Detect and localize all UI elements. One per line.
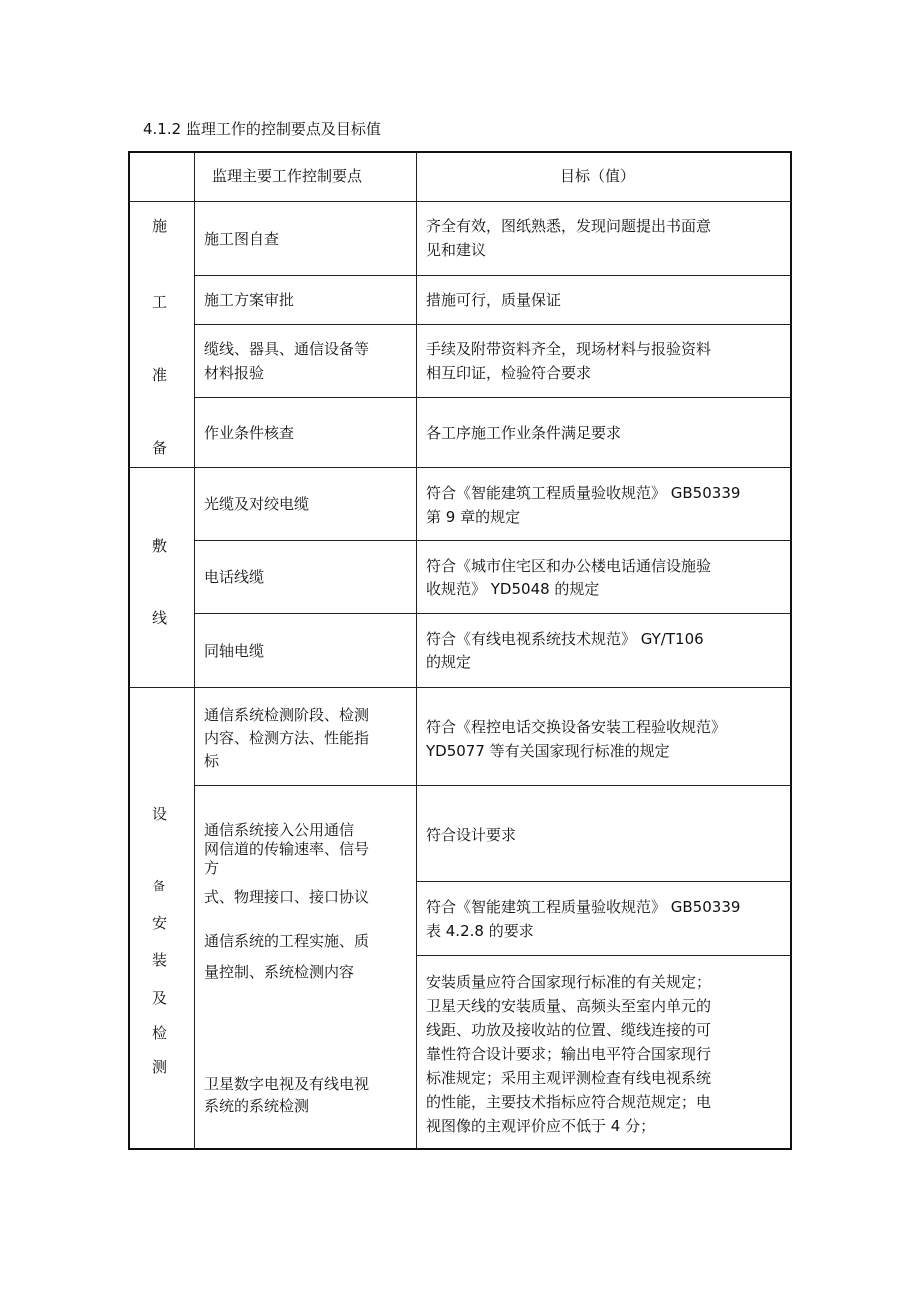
- category-char: 设: [152, 805, 168, 823]
- category-char: 准: [152, 366, 168, 384]
- control-point-cell: 同轴电缆: [204, 642, 265, 660]
- control-point-cell: 标: [204, 752, 220, 770]
- target-cell: 措施可行，质量保证: [426, 291, 562, 309]
- target-cell: 靠性符合设计要求；输出电平符合国家现行: [426, 1045, 712, 1063]
- control-point-cell: 内容、检测方法、性能指: [204, 729, 370, 747]
- control-point-cell: 材料报验: [204, 364, 265, 382]
- target-cell: 符合《智能建筑工程质量验收规范》 GB50339: [426, 484, 741, 502]
- column-rule: [194, 152, 195, 1149]
- target-cell: 手续及附带资料齐全，现场材料与报验资料: [426, 340, 712, 358]
- category-char: 测: [152, 1058, 168, 1076]
- section-heading: 4.1.2 监理工作的控制要点及目标值: [143, 120, 381, 138]
- category-char: 装: [152, 951, 168, 969]
- category-char: 安: [152, 914, 168, 932]
- row-rule: [129, 201, 791, 202]
- target-cell: 视图像的主观评价应不低于 4 分；: [426, 1117, 656, 1135]
- control-point-cell: 通信系统接入公用通信: [204, 821, 355, 839]
- column-rule: [416, 152, 417, 1149]
- row-rule: [417, 955, 791, 956]
- header-target-value: 目标（值）: [560, 167, 636, 185]
- row-rule: [195, 540, 791, 541]
- target-cell: 见和建议: [426, 241, 487, 259]
- control-point-cell: 式、物理接口、接口协议: [204, 888, 370, 906]
- target-cell: 各工序施工作业条件满足要求: [426, 424, 622, 442]
- control-point-cell: 通信系统的工程实施、质: [204, 932, 370, 950]
- row-rule: [417, 881, 791, 882]
- row-rule: [195, 324, 791, 325]
- control-point-cell: 缆线、器具、通信设备等: [204, 340, 370, 358]
- target-cell: 线距、功放及接收站的位置、缆线连接的可: [426, 1021, 712, 1039]
- target-cell: 第 9 章的规定: [426, 508, 521, 526]
- target-cell: 表 4.2.8 的要求: [426, 922, 534, 940]
- target-cell: 的性能，主要技术指标应符合规范规定；电: [426, 1093, 712, 1111]
- control-point-cell: 方: [204, 859, 220, 877]
- target-cell: 符合设计要求: [426, 826, 517, 844]
- row-rule: [195, 613, 791, 614]
- target-cell: 的规定: [426, 653, 472, 671]
- target-cell: 符合《程控电话交换设备安装工程验收规范》: [426, 718, 727, 736]
- target-cell: 符合《城市住宅区和办公楼电话通信设施验: [426, 557, 712, 575]
- category-char: 敷: [152, 537, 168, 555]
- target-cell: 符合《有线电视系统技术规范》 GY/T106: [426, 630, 704, 648]
- row-rule: [129, 467, 791, 468]
- row-rule: [195, 275, 791, 276]
- target-cell: 安装质量应符合国家现行标准的有关规定；: [426, 973, 712, 991]
- target-cell: 卫星天线的安装质量、高频头至室内单元的: [426, 997, 712, 1015]
- target-cell: 齐全有效，图纸熟悉，发现问题提出书面意: [426, 217, 712, 235]
- target-cell: 相互印证，检验符合要求: [426, 364, 592, 382]
- category-char: 检: [152, 1024, 168, 1042]
- header-control-points: 监理主要工作控制要点: [212, 167, 363, 185]
- category-char: 备: [153, 879, 166, 893]
- control-point-cell: 卫星数字电视及有线电视: [204, 1075, 370, 1093]
- category-char: 线: [152, 609, 168, 627]
- category-char: 施: [152, 217, 168, 235]
- control-point-cell: 作业条件核查: [204, 424, 295, 442]
- control-point-cell: 网信道的传输速率、信号: [204, 840, 370, 858]
- control-point-cell: 光缆及对绞电缆: [204, 495, 310, 513]
- target-cell: 收规范》 YD5048 的规定: [426, 580, 600, 598]
- control-point-cell: 施工图自查: [204, 230, 280, 248]
- target-cell: 标准规定；采用主观评测检查有线电视系统: [426, 1069, 712, 1087]
- control-point-cell: 量控制、系统检测内容: [204, 963, 355, 981]
- category-char: 及: [152, 989, 168, 1007]
- category-char: 备: [152, 439, 168, 457]
- row-rule: [129, 687, 791, 688]
- row-rule: [195, 397, 791, 398]
- control-point-cell: 系统的系统检测: [204, 1097, 310, 1115]
- control-point-cell: 施工方案审批: [204, 291, 295, 309]
- target-cell: 符合《智能建筑工程质量验收规范》 GB50339: [426, 898, 741, 916]
- category-char: 工: [152, 293, 168, 311]
- control-point-cell: 电话线缆: [204, 568, 265, 586]
- control-point-cell: 通信系统检测阶段、检测: [204, 706, 370, 724]
- row-rule: [195, 785, 791, 786]
- target-cell: YD5077 等有关国家现行标准的规定: [426, 742, 670, 760]
